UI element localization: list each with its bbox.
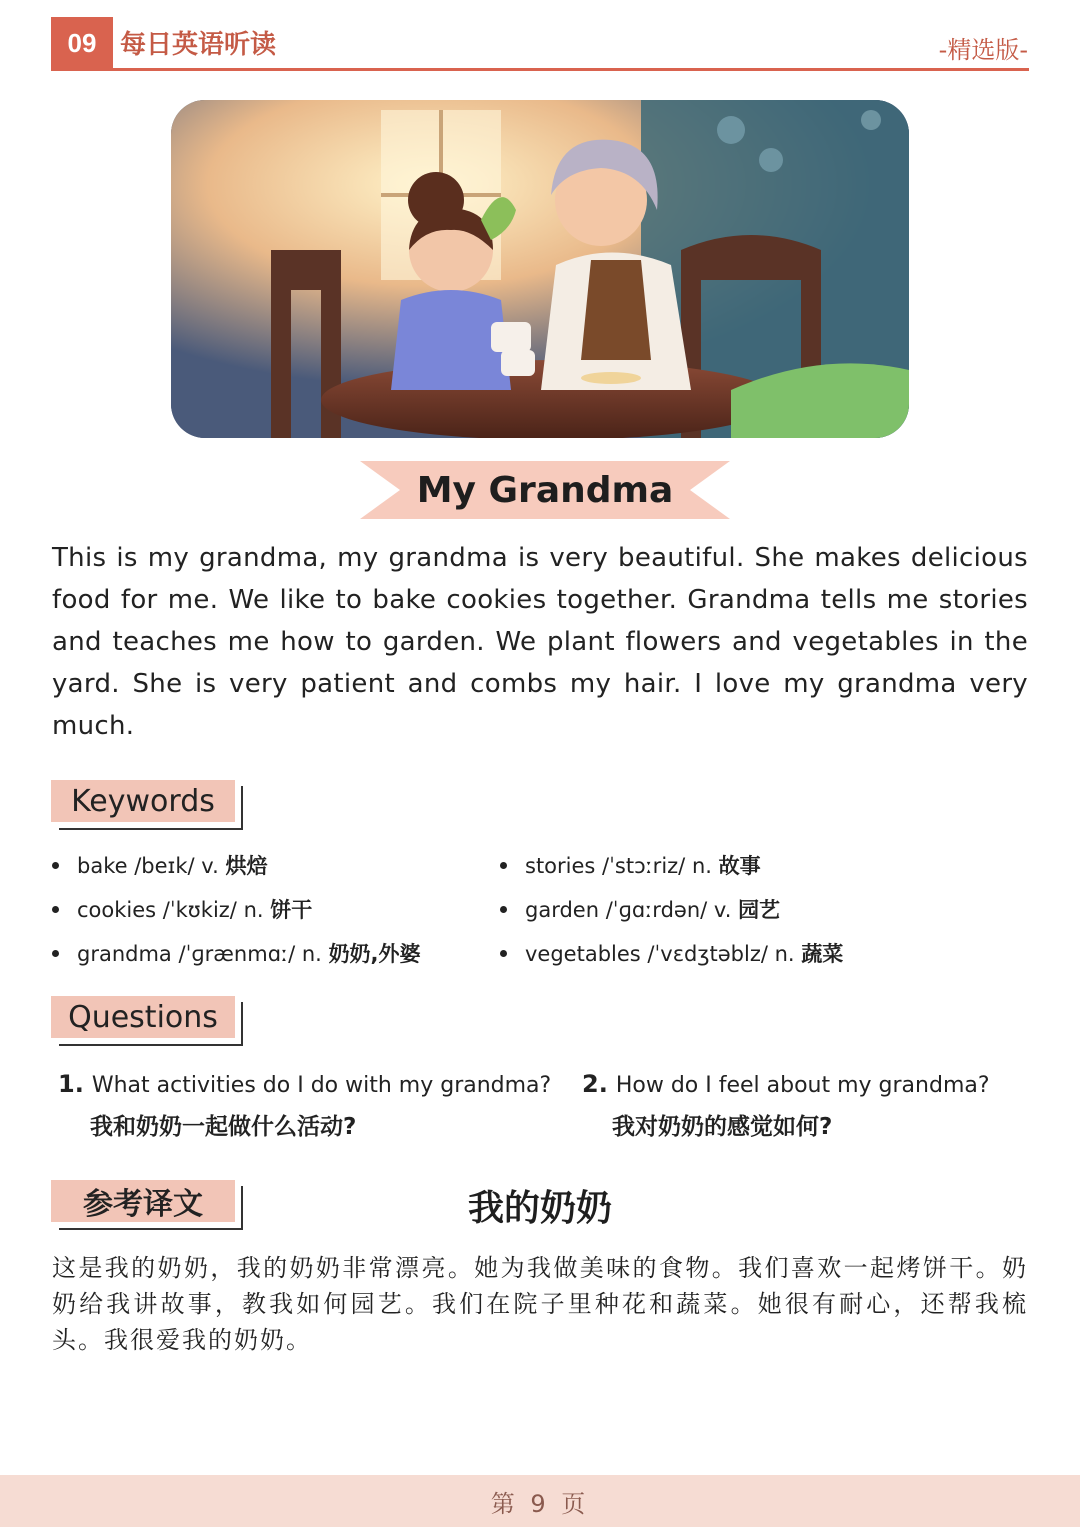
bullet-icon (52, 906, 59, 913)
translation-text: 这是我的奶奶，我的奶奶非常漂亮。她为我做美味的食物。我们喜欢一起烤饼干。奶奶给我讲故事，教我如何园艺。我们在院子里种花和蔬菜。她很有耐心，还帮我梳头。我很爱我的奶奶。 (52, 1254, 1028, 1354)
page-number: 第 9 页 (490, 1489, 590, 1518)
translation-title: 我的奶奶 (467, 1188, 612, 1229)
edition-label: -精选版- (938, 36, 1028, 64)
questions-tag (51, 996, 241, 1044)
story-illustration (171, 100, 909, 438)
question-translation: 我和奶奶一起做什么活动? (90, 1114, 357, 1140)
translation-label: 参考译文 (83, 1187, 203, 1222)
keyword-item: stories /ˈstɔːriz/ n. 故事 (500, 850, 761, 880)
keyword-item: grandma /ˈɡrænmɑː/ n. 奶奶,外婆 (52, 938, 421, 968)
bullet-icon (500, 906, 507, 913)
bullet-icon (500, 862, 507, 869)
header-divider (51, 68, 1029, 71)
keyword-item: vegetables /ˈvɛdʒtəblz/ n. 蔬菜 (500, 938, 843, 968)
bullet-icon (52, 950, 59, 957)
questions-label: Questions (68, 999, 218, 1035)
translation-tag (51, 1180, 241, 1228)
question-item: 1. What activities do I do with my grandma? (58, 1070, 552, 1098)
keyword-item: bake /beɪk/ v. 烘焙 (52, 850, 267, 880)
keywords-label: Keywords (71, 783, 215, 819)
bullet-icon (500, 950, 507, 957)
story-text: This is my grandma, my grandma is very beautiful. She makes delicious food for me. We like to bake cookies together. Grandma tells me stories and teaches me how to garden. We plant flowers and vegetables in the yard. She is very patient and combs my hair. I love my grandma very much. (52, 543, 1028, 741)
section-number-badge: 09 (51, 17, 113, 69)
question-item: 2. How do I feel about my grandma? (582, 1070, 990, 1098)
series-title: 每日英语听读 (120, 30, 277, 60)
question-translation: 我对奶奶的感觉如何? (612, 1114, 833, 1140)
keywords-tag (51, 780, 241, 828)
keyword-item: garden /ˈɡɑːrdən/ v. 园艺 (500, 894, 780, 924)
bullet-icon (52, 862, 59, 869)
story-title: My Grandma (416, 469, 674, 511)
keyword-item: cookies /ˈkʊkiz/ n. 饼干 (52, 894, 312, 924)
